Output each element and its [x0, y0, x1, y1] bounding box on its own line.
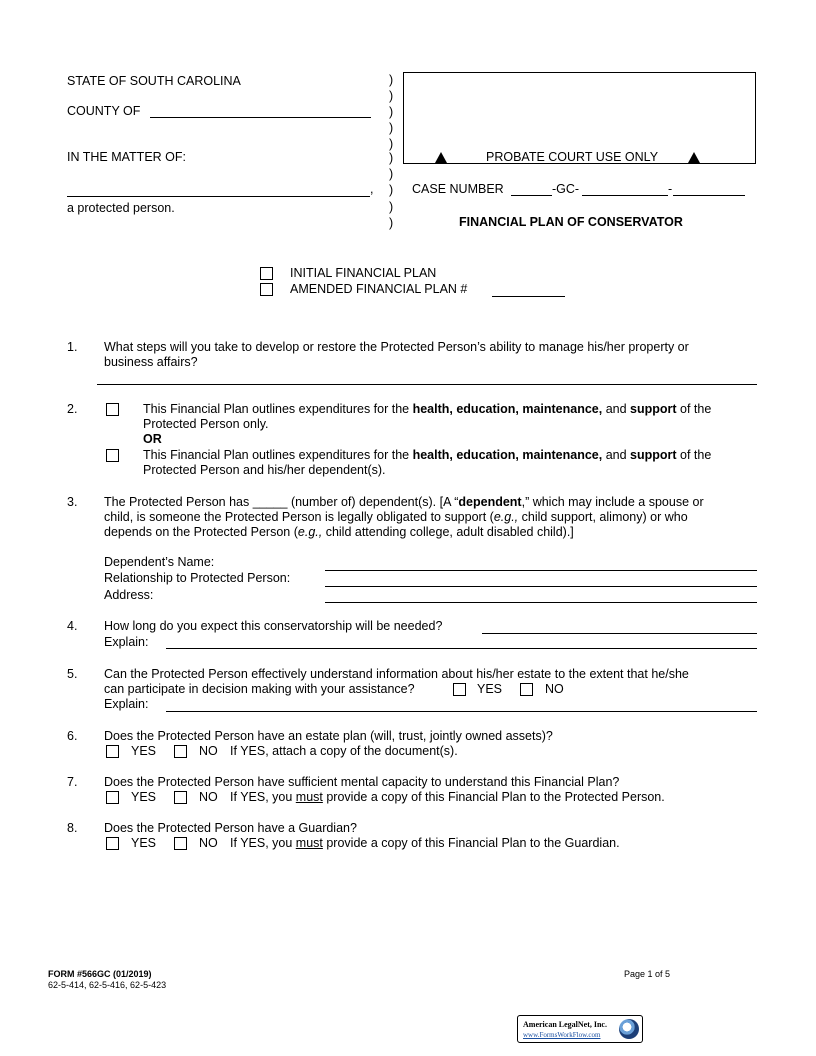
q2-number: 2.	[67, 402, 78, 416]
q8-note-text: provide a copy of this Financial Plan to the Guardian.	[322, 836, 620, 850]
q3-text: depends on the Protected Person (	[104, 525, 298, 539]
q5-explain-field[interactable]	[166, 711, 757, 712]
q2-option1-line2: Protected Person only.	[143, 417, 269, 431]
q6-yes-checkbox[interactable]	[106, 745, 119, 758]
court-use-label: PROBATE COURT USE ONLY	[486, 150, 659, 164]
q5-yes-checkbox[interactable]	[453, 683, 466, 696]
q4-duration-field[interactable]	[482, 633, 757, 634]
case-number-part2[interactable]	[582, 195, 631, 196]
dependents-count-field[interactable]: _____	[252, 495, 288, 509]
form-number: FORM #566GC (01/2019)	[48, 969, 152, 979]
q4-question: How long do you expect this conservatorship will be needed?	[104, 619, 443, 633]
page-number: Page 1 of 5	[624, 969, 671, 979]
q2-option1-checkbox[interactable]	[106, 403, 119, 416]
q1-line2: business affairs?	[104, 355, 198, 369]
paren: )	[389, 200, 394, 214]
q2-opt2-bold: support	[630, 448, 677, 462]
q4-number: 4.	[67, 619, 78, 633]
q7-note	[230, 790, 665, 806]
q2-opt2-text: This Financial Plan outlines expenditures for the	[143, 448, 413, 462]
comma: ,	[370, 182, 374, 196]
q5-line2: can participate in decision making with your assistance?	[104, 682, 415, 696]
paren: )	[389, 167, 394, 181]
q8-note	[230, 836, 620, 852]
paren: )	[389, 183, 394, 197]
up-arrow-icon	[688, 152, 700, 163]
initial-plan-checkbox[interactable]	[260, 267, 273, 280]
q6-note: If YES, attach a copy of the document(s).	[230, 744, 458, 758]
q2-opt2-text: of the	[676, 448, 712, 462]
paren: )	[389, 137, 394, 151]
paren: )	[389, 216, 394, 230]
q2-option2-checkbox[interactable]	[106, 449, 119, 462]
q3-text: child attending college, adult disabled child).]	[322, 525, 574, 539]
address-label: Address:	[104, 588, 154, 602]
q6-number: 6.	[67, 729, 78, 743]
q3-bold: dependent	[458, 495, 522, 509]
q8-number: 8.	[67, 821, 78, 835]
q7-note-text: provide a copy of this Financial Plan to the Protected Person.	[322, 790, 665, 804]
q3-text: ,” which may include a spouse or	[521, 495, 704, 509]
q5-number: 5.	[67, 667, 78, 681]
q7-note-text: If YES, you	[230, 790, 296, 804]
case-dash: -	[668, 182, 673, 196]
q8-question: Does the Protected Person have a Guardian?	[104, 821, 357, 835]
q6-no-checkbox[interactable]	[174, 745, 187, 758]
protected-person-label: a protected person.	[67, 201, 175, 215]
q3-italic: e.g.,	[297, 525, 323, 539]
in-the-matter-label: IN THE MATTER OF:	[67, 150, 186, 164]
q6-no-label: NO	[199, 744, 218, 758]
case-number-part3[interactable]	[673, 195, 745, 196]
address-field[interactable]	[325, 602, 757, 603]
q7-number: 7.	[67, 775, 78, 789]
relationship-field[interactable]	[325, 586, 757, 587]
q4-explain-label: Explain:	[104, 635, 149, 649]
q8-yes-label: YES	[131, 836, 157, 850]
paren: )	[389, 151, 394, 165]
q2-option2-line1	[143, 448, 711, 464]
q2-or: OR	[143, 432, 162, 446]
q1-number: 1.	[67, 340, 78, 354]
american-legalnet-logo[interactable]	[517, 1015, 643, 1043]
q5-explain-label: Explain:	[104, 697, 149, 711]
q3-number: 3.	[67, 495, 78, 509]
form-title: FINANCIAL PLAN OF CONSERVATOR	[459, 215, 683, 229]
q3-italic: e.g.,	[493, 510, 519, 524]
paren: )	[389, 105, 394, 119]
q8-yes-checkbox[interactable]	[106, 837, 119, 850]
q2-opt1-text: of the	[676, 402, 712, 416]
q3-line1	[104, 495, 704, 511]
dependent-name-field[interactable]	[325, 570, 757, 571]
q2-opt2-bold: health, education, maintenance,	[412, 448, 603, 462]
amended-plan-number-field[interactable]	[492, 296, 565, 297]
q2-opt1-text: This Financial Plan outlines expenditures for the	[143, 402, 413, 416]
logo-swirl-icon	[619, 1019, 639, 1039]
q3-line3	[104, 525, 574, 541]
q7-question: Does the Protected Person have sufficient mental capacity to understand this Financial Plan?	[104, 775, 620, 789]
q2-opt2-text: and	[602, 448, 631, 462]
dependent-name-label: Dependent’s Name:	[104, 555, 215, 569]
q7-note-must: must	[295, 790, 323, 804]
q3-text: The Protected Person has	[104, 495, 253, 509]
paren: )	[389, 89, 394, 103]
county-field[interactable]	[150, 117, 371, 118]
q2-opt1-bold: health, education, maintenance,	[412, 402, 603, 416]
q3-text: child support, alimony) or who	[518, 510, 688, 524]
case-number-part1[interactable]	[511, 195, 552, 196]
q1-line1: What steps will you take to develop or restore the Protected Person’s ability to manage his/her property or	[104, 340, 689, 354]
q8-no-label: NO	[199, 836, 218, 850]
q4-explain-field[interactable]	[166, 648, 757, 649]
amended-plan-label: AMENDED FINANCIAL PLAN #	[290, 282, 468, 296]
case-number-part2b[interactable]	[631, 195, 668, 196]
q6-yes-label: YES	[131, 744, 157, 758]
q7-yes-label: YES	[131, 790, 157, 804]
amended-plan-checkbox[interactable]	[260, 283, 273, 296]
q1-answer-field[interactable]	[97, 384, 757, 385]
q3-line2	[104, 510, 688, 526]
q7-no-label: NO	[199, 790, 218, 804]
q3-text: (number of) dependent(s). [A “	[287, 495, 459, 509]
q2-opt1-text: and	[602, 402, 631, 416]
q5-line1: Can the Protected Person effectively understand information about his/her estate to the extent that he/she	[104, 667, 689, 681]
logo-name: American LegalNet, Inc.	[523, 1020, 607, 1029]
paren: )	[389, 121, 394, 135]
case-number-label: CASE NUMBER	[412, 182, 504, 196]
state-label: STATE OF SOUTH CAROLINA	[67, 74, 241, 88]
q5-yes-label: YES	[477, 682, 503, 696]
statutes: 62-5-414, 62-5-416, 62-5-423	[48, 980, 167, 990]
q8-note-must: must	[295, 836, 323, 850]
q7-yes-checkbox[interactable]	[106, 791, 119, 804]
paren: )	[389, 73, 394, 87]
q7-no-checkbox[interactable]	[174, 791, 187, 804]
q5-no-label: NO	[545, 682, 564, 696]
q2-option2-line2: Protected Person and his/her dependent(s).	[143, 463, 386, 477]
q8-note-text: If YES, you	[230, 836, 296, 850]
q6-question: Does the Protected Person have an estate plan (will, trust, jointly owned assets)?	[104, 729, 553, 743]
case-gc: -GC-	[552, 182, 580, 196]
protected-person-name-field[interactable]	[67, 196, 370, 197]
county-label: COUNTY OF	[67, 104, 141, 118]
relationship-label: Relationship to Protected Person:	[104, 571, 291, 585]
initial-plan-label: INITIAL FINANCIAL PLAN	[290, 266, 437, 280]
up-arrow-icon	[435, 152, 447, 163]
q2-option1-line1	[143, 402, 711, 418]
q5-no-checkbox[interactable]	[520, 683, 533, 696]
q8-no-checkbox[interactable]	[174, 837, 187, 850]
q3-text: child, is someone the Protected Person is legally obligated to support (	[104, 510, 494, 524]
logo-url[interactable]: www.FormsWorkFlow.com	[523, 1031, 601, 1039]
q2-opt1-bold: support	[630, 402, 677, 416]
